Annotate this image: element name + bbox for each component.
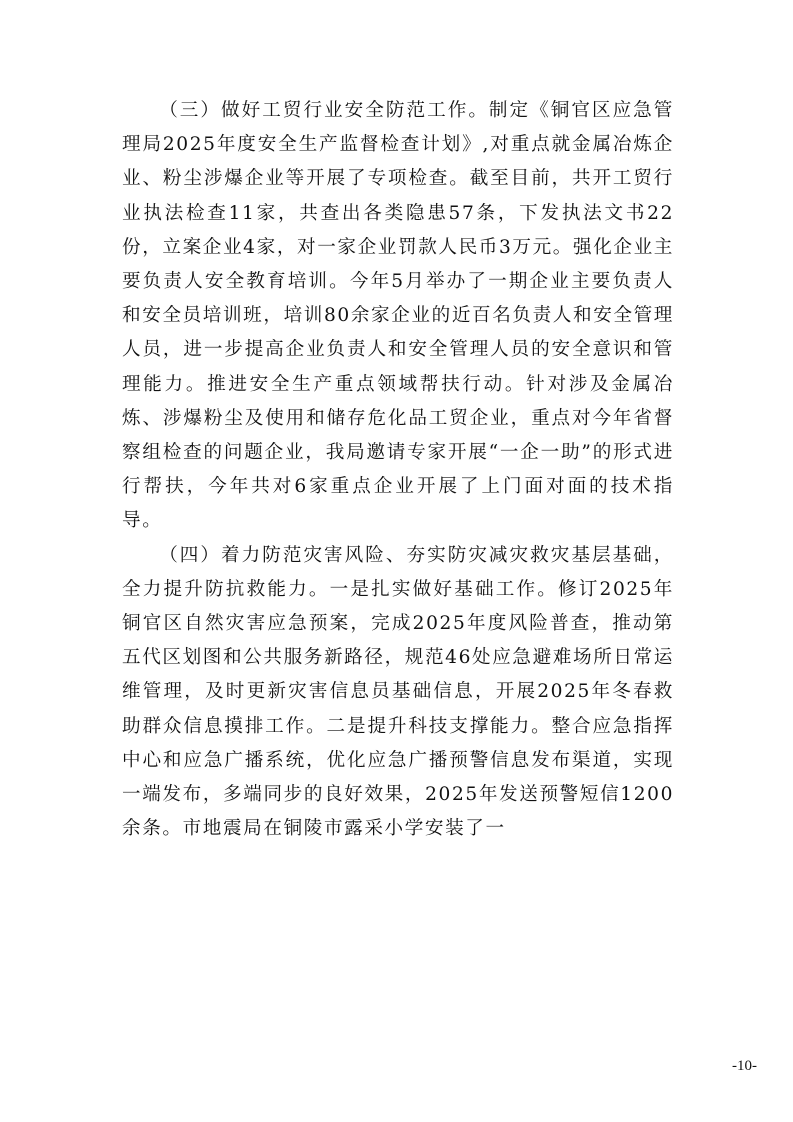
paragraph-section-4: （四）着力防范灾害风险、夯实防灾减灾救灾基层基础，全力提升防抗救能力。一是扎实做好基础工作。修订2025年铜官区自然灾害应急预案，完成2025年度风险普查，推动第五代区划图和公共服务新路径，规范46处应急避难场所日常运维管理，及时更新灾害信息员基础信息，开展2025年冬春救助群众信息摸排工作。二是提升科技支撑能力。整合应急指挥中心和应急广播系统，优化应急广播预警信息发布渠道，实现一端发布，多端同步的良好效果，2025年发送预警短信1200余条。市地震局在铜陵市露采小学安装了一	[122, 544, 674, 840]
page-number: -10-	[732, 1058, 757, 1074]
document-body	[122, 94, 674, 846]
paragraph-section-3: （三）做好工贸行业安全防范工作。制定《铜官区应急管理局2025年度安全生产监督检查计划》,对重点就金属冶炼企业、粉尘涉爆企业等开展了专项检查。截至目前，共开工贸行业执法检查11家，共查出各类隐患57条，下发执法文书22份，立案企业4家，对一家企业罚款人民币3万元。强化企业主要负责人安全教育培训。今年5月举办了一期企业主要负责人和安全员培训班，培训80余家企业的近百名负责人和安全管理人员，进一步提高企业负责人和安全管理人员的安全意识和管理能力。推进安全生产重点领域帮扶行动。针对涉及金属冶炼、涉爆粉尘及使用和储存危化品工贸企业，重点对今年省督察组检查的问题企业，我局邀请专家开展“一企一助”的形式进行帮扶，今年共对6家重点企业开展了上门面对面的技术指导。	[122, 100, 674, 532]
